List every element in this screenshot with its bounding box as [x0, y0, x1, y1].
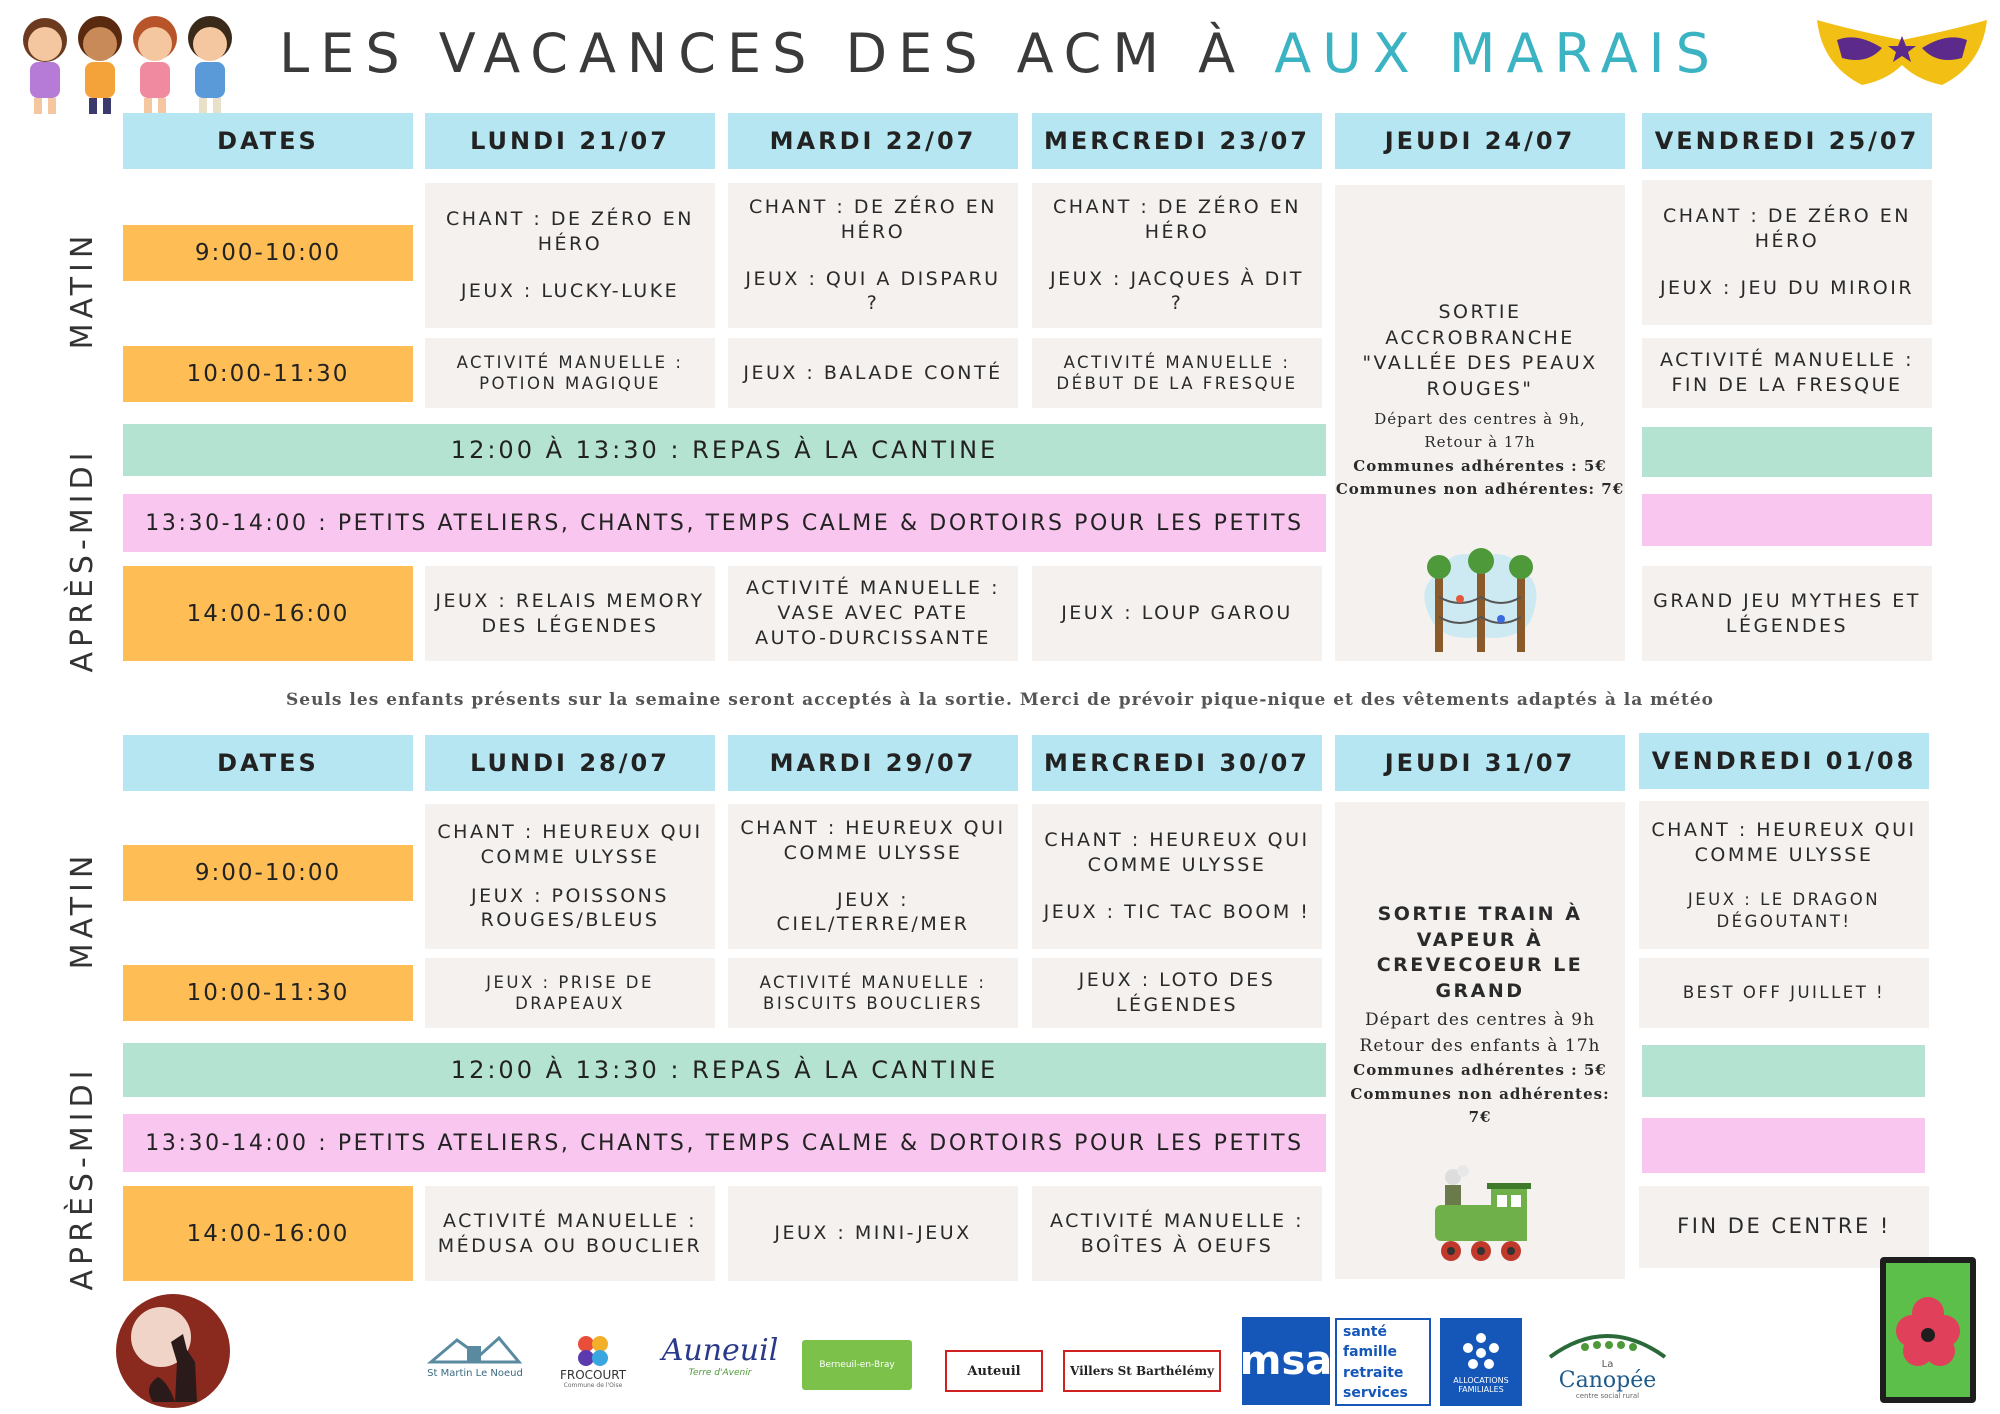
- week1-outing-price-members: Communes adhérentes : 5€: [1353, 456, 1607, 475]
- week1-outing-price-nonmembers: Communes non adhérentes: 7€: [1335, 479, 1625, 498]
- week2-outing-price-nonmembers-amount: 7€: [1468, 1107, 1492, 1126]
- week1-outing-departure: Départ des centres à 9h,: [1374, 410, 1586, 428]
- week2-matin-label: MATIN: [65, 850, 100, 970]
- week1-header-thursday: JEUDI 24/07: [1335, 113, 1625, 169]
- week1-tuesday-morning: CHANT : DE ZÉRO EN HÉRO JEUX : QUI A DISPARU ?: [728, 183, 1018, 328]
- week1-time-14-16: 14:00-16:00: [123, 566, 413, 661]
- week2-quiet-bar: 13:30-14:00 : PETITS ATELIERS, CHANTS, TEMPS CALME & DORTOIRS POUR LES PETITS: [123, 1114, 1326, 1172]
- week1-header-tuesday: MARDI 22/07: [728, 113, 1018, 169]
- logo-caf: ALLOCATIONS FAMILIALES: [1440, 1318, 1522, 1406]
- logo-st-martin-le-noeud: St Martin Le Noeud: [425, 1325, 525, 1385]
- wolf-moon-icon: [113, 1292, 233, 1410]
- week2-outing-price-nonmembers: Communes non adhérentes:: [1350, 1084, 1610, 1103]
- week2-outing-title: SORTIE TRAIN À VAPEUR À CREVECOEUR LE GRAND: [1376, 903, 1584, 1002]
- week2-friday-midmorning: BEST OFF JUILLET !: [1639, 958, 1929, 1028]
- week1-thursday-outing: [1335, 185, 1625, 661]
- week2-header-friday: VENDREDI 01/08: [1639, 733, 1929, 789]
- week2-friday-quiet: [1642, 1118, 1925, 1173]
- week1-header-wednesday: MERCREDI 23/07: [1032, 113, 1322, 169]
- week1-quiet-bar: 13:30-14:00 : PETITS ATELIERS, CHANTS, TEMPS CALME & DORTOIRS POUR LES PETITS: [123, 494, 1326, 552]
- week2-friday-morning: CHANT : HEUREUX QUI COMME ULYSSE JEUX : LE DRAGON DÉGOUTANT!: [1639, 801, 1929, 949]
- week1-time-10-1130: 10:00-11:30: [123, 346, 413, 402]
- week1-apres-midi-label: APRÈS-MIDI: [65, 447, 100, 673]
- week2-time-9-10: 9:00-10:00: [123, 845, 413, 901]
- week2-time-14-16: 14:00-16:00: [123, 1186, 413, 1281]
- week1-wednesday-midmorning: ACTIVITÉ MANUELLE : DÉBUT DE LA FRESQUE: [1032, 338, 1322, 408]
- page-title-accent: AUX MARAIS: [1274, 22, 1721, 85]
- logo-auteuil: Auteuil: [945, 1350, 1043, 1392]
- week1-lunch-bar: 12:00 À 13:30 : REPAS À LA CANTINE: [123, 424, 1326, 476]
- week1-wednesday-afternoon: JEUX : LOUP GAROU: [1032, 566, 1322, 661]
- logo-msa: msa: [1242, 1317, 1330, 1405]
- week2-header-tuesday: MARDI 29/07: [728, 735, 1018, 791]
- week2-outing-return: Retour des enfants à 17h: [1359, 1035, 1601, 1056]
- week1-outing-title: SORTIE ACCROBRANCHE "VALLÉE DES PEAUX ROUGES": [1362, 301, 1598, 400]
- week2-monday-midmorning: JEUX : PRISE DE DRAPEAUX: [425, 958, 715, 1028]
- week1-wednesday-morning: CHANT : DE ZÉRO EN HÉRO JEUX : JACQUES À DIT ?: [1032, 183, 1322, 328]
- week2-time-10-1130: 10:00-11:30: [123, 965, 413, 1021]
- week1-friday-lunch: [1642, 427, 1932, 477]
- week2-header-thursday: JEUDI 31/07: [1335, 735, 1625, 791]
- page-title: LES VACANCES DES ACM À AUX MARAIS: [279, 22, 1721, 85]
- week2-wednesday-morning: CHANT : HEUREUX QUI COMME ULYSSE JEUX : TIC TAC BOOM !: [1032, 804, 1322, 949]
- week2-wednesday-afternoon: ACTIVITÉ MANUELLE : BOÎTES À OEUFS: [1032, 1186, 1322, 1281]
- week1-friday-afternoon: GRAND JEU MYTHES ET LÉGENDES: [1642, 566, 1932, 661]
- week2-header-wednesday: MERCREDI 30/07: [1032, 735, 1322, 791]
- week2-tuesday-midmorning: ACTIVITÉ MANUELLE : BISCUITS BOUCLIERS: [728, 958, 1018, 1028]
- logo-frocourt: FROCOURT Commune de l'Oise: [553, 1325, 633, 1395]
- treetop-adventure-icon: [1415, 547, 1545, 661]
- week1-monday-midmorning: ACTIVITÉ MANUELLE : POTION MAGIQUE: [425, 338, 715, 408]
- week1-friday-quiet: [1642, 494, 1932, 546]
- week1-header-dates: DATES: [123, 113, 413, 169]
- week2-header-monday: LUNDI 28/07: [425, 735, 715, 791]
- week2-outing-departure: Départ des centres à 9h: [1364, 1009, 1596, 1030]
- outing-note: Seuls les enfants présents sur la semaine seront acceptés à la sortie. Merci de prévoir pique-nique et des vêtements adaptés à la météo: [286, 690, 1714, 710]
- week1-tuesday-afternoon: ACTIVITÉ MANUELLE : VASE AVEC PATE AUTO-DURCISSANTE: [728, 566, 1018, 661]
- logo-villers-st-barthelemy: Villers St Barthélémy: [1063, 1350, 1221, 1392]
- week1-friday-morning: CHANT : DE ZÉRO EN HÉRO JEUX : JEU DU MIROIR: [1642, 180, 1932, 325]
- logo-berneuil-en-bray: Berneuil-en-Bray: [802, 1340, 912, 1390]
- week2-wednesday-midmorning: JEUX : LOTO DES LÉGENDES: [1032, 958, 1322, 1028]
- week2-outing-price-members: Communes adhérentes : 5€: [1353, 1061, 1607, 1080]
- week1-monday-morning: CHANT : DE ZÉRO EN HÉRO JEUX : LUCKY-LUKE: [425, 183, 715, 328]
- flower-card-icon: [1878, 1255, 1978, 1405]
- logo-canopee: La Canopée centre social rural: [1545, 1322, 1670, 1402]
- week2-header-dates: DATES: [123, 735, 413, 791]
- week2-thursday-outing: [1335, 802, 1625, 1279]
- week1-monday-afternoon: JEUX : RELAIS MEMORY DES LÉGENDES: [425, 566, 715, 661]
- week2-apres-midi-label: APRÈS-MIDI: [65, 1065, 100, 1291]
- steam-train-icon: [1425, 1165, 1535, 1279]
- week1-matin-label: MATIN: [65, 230, 100, 350]
- week1-tuesday-midmorning: JEUX : BALADE CONTÉ: [728, 338, 1018, 408]
- week1-time-9-10: 9:00-10:00: [123, 225, 413, 281]
- logo-msa-text: santé famille retraite services: [1335, 1318, 1431, 1406]
- logo-auneuil: Auneuil Terre d'Avenir: [661, 1332, 779, 1378]
- week2-monday-morning: CHANT : HEUREUX QUI COMME ULYSSE JEUX : POISSONS ROUGES/BLEUS: [425, 804, 715, 949]
- week1-header-monday: LUNDI 21/07: [425, 113, 715, 169]
- week2-tuesday-afternoon: JEUX : MINI-JEUX: [728, 1186, 1018, 1281]
- week1-header-friday: VENDREDI 25/07: [1642, 113, 1932, 169]
- week1-outing-return: Retour à 17h: [1424, 433, 1536, 452]
- week2-monday-afternoon: ACTIVITÉ MANUELLE : MÉDUSA OU BOUCLIER: [425, 1186, 715, 1281]
- week1-friday-midmorning: ACTIVITÉ MANUELLE : FIN DE LA FRESQUE: [1642, 338, 1932, 408]
- week2-friday-lunch: [1642, 1045, 1925, 1097]
- week2-tuesday-morning: CHANT : HEUREUX QUI COMME ULYSSE JEUX : CIEL/TERRE/MER: [728, 804, 1018, 949]
- week2-friday-afternoon: FIN DE CENTRE !: [1639, 1186, 1929, 1268]
- week2-lunch-bar: 12:00 À 13:30 : REPAS À LA CANTINE: [123, 1043, 1326, 1097]
